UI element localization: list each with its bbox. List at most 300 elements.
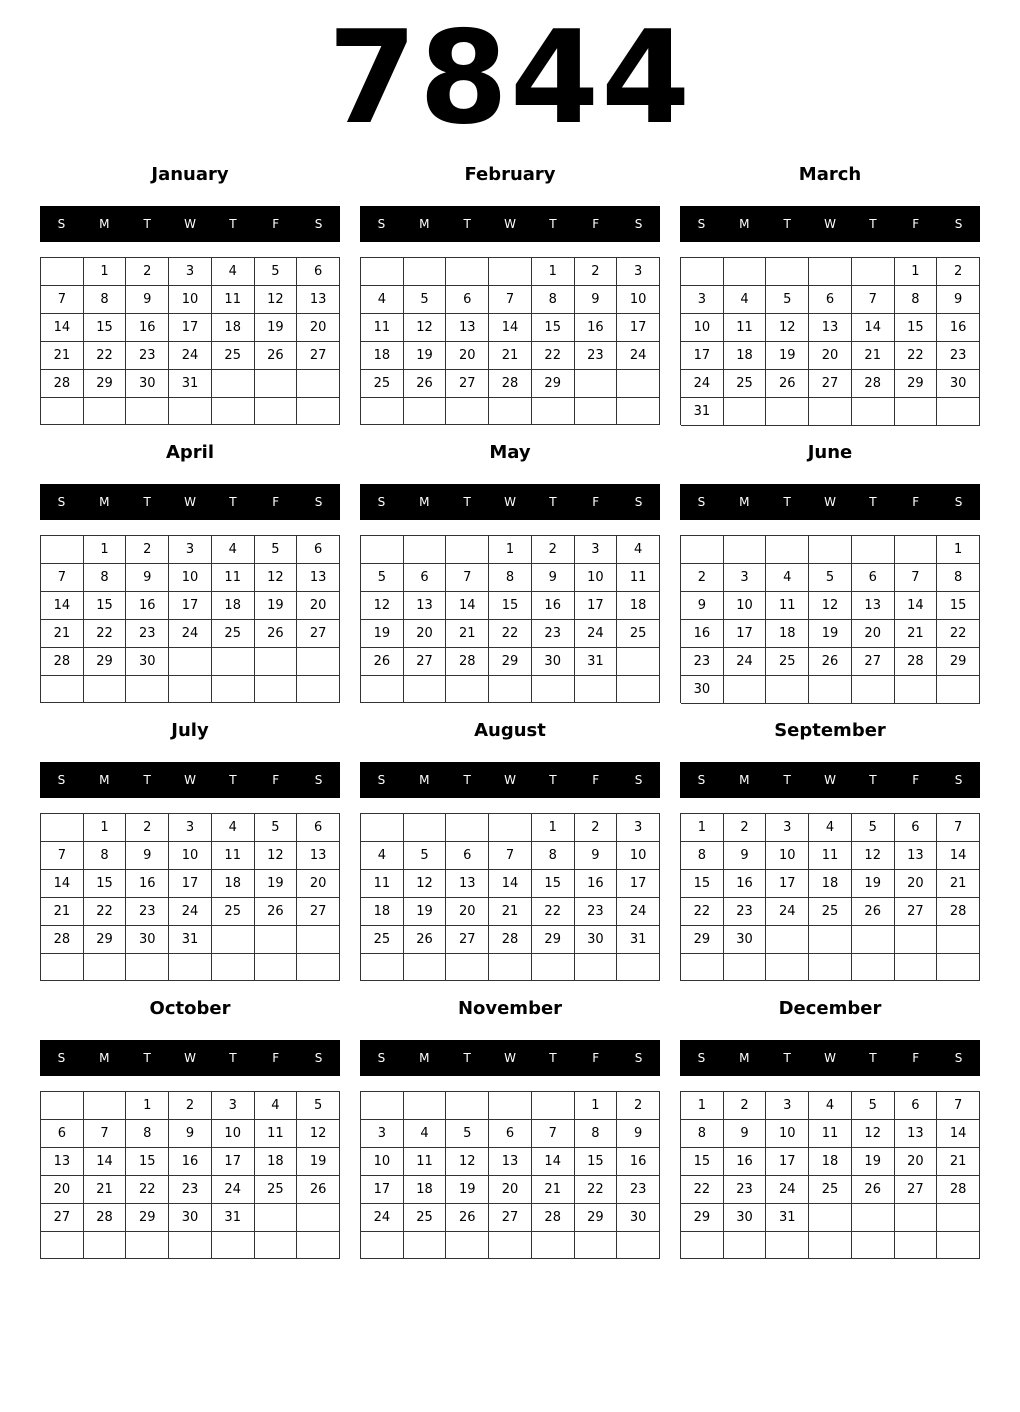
day-cell: 28 (532, 1204, 575, 1232)
weekday-label: T (783, 217, 791, 231)
empty-day-cell (766, 676, 809, 704)
day-cell: 1 (532, 258, 575, 286)
day-cell: 22 (681, 1176, 724, 1204)
weekday-label: T (463, 495, 471, 509)
day-cell: 20 (895, 870, 938, 898)
day-cell: 17 (169, 870, 212, 898)
empty-day-cell (617, 676, 660, 703)
month-june (680, 438, 980, 708)
day-cell: 13 (404, 592, 447, 620)
day-cell: 6 (404, 564, 447, 592)
empty-day-cell (852, 926, 895, 954)
weekday-label: M (99, 1051, 110, 1065)
empty-day-cell (766, 926, 809, 954)
day-cell: 1 (84, 536, 127, 564)
empty-day-cell (681, 1232, 724, 1259)
empty-day-cell (809, 926, 852, 954)
day-cell: 30 (169, 1204, 212, 1232)
day-cell: 10 (169, 564, 212, 592)
weekday-label: T (549, 773, 557, 787)
day-cell: 25 (404, 1204, 447, 1232)
weekday-label: W (504, 217, 516, 231)
month-march (680, 160, 980, 430)
weekday-header (40, 484, 340, 520)
weekday-label: W (184, 217, 196, 231)
day-cell: 3 (766, 814, 809, 842)
weekday-label: S (314, 217, 323, 231)
empty-day-cell (446, 258, 489, 286)
day-cell: 23 (126, 342, 169, 370)
day-cell: 17 (169, 314, 212, 342)
day-cell: 25 (255, 1176, 298, 1204)
empty-day-cell (895, 536, 938, 564)
day-cell: 13 (809, 314, 852, 342)
weekday-label: T (143, 1051, 151, 1065)
weekday-label: T (549, 495, 557, 509)
month-name: August (474, 720, 546, 741)
day-cell: 30 (724, 926, 767, 954)
day-cell: 23 (724, 898, 767, 926)
empty-day-cell (361, 398, 404, 425)
day-cell: 29 (575, 1204, 618, 1232)
day-cell: 24 (617, 898, 660, 926)
empty-day-cell (297, 1204, 340, 1232)
day-cell: 15 (84, 314, 127, 342)
day-cell: 10 (361, 1148, 404, 1176)
day-cell: 2 (575, 258, 618, 286)
day-cell: 11 (809, 842, 852, 870)
day-cell: 24 (212, 1176, 255, 1204)
day-cell: 6 (852, 564, 895, 592)
day-cell: 13 (297, 286, 340, 314)
empty-day-cell (255, 676, 298, 703)
day-cell: 25 (809, 1176, 852, 1204)
empty-day-cell (404, 1092, 447, 1120)
day-cell: 28 (895, 648, 938, 676)
month-name: September (774, 720, 886, 741)
day-cell: 3 (169, 814, 212, 842)
weekday-label: W (184, 1051, 196, 1065)
day-cell: 26 (852, 898, 895, 926)
empty-day-cell (126, 954, 169, 981)
day-cell: 23 (126, 898, 169, 926)
weekday-label: T (463, 773, 471, 787)
day-cell: 29 (489, 648, 532, 676)
empty-day-cell (361, 258, 404, 286)
empty-day-cell (766, 954, 809, 981)
day-cell: 15 (575, 1148, 618, 1176)
month-name: November (457, 998, 563, 1019)
day-cell: 5 (852, 1092, 895, 1120)
day-cell: 14 (937, 1120, 980, 1148)
day-cell: 4 (766, 564, 809, 592)
day-grid (40, 813, 340, 981)
day-grid (40, 535, 340, 703)
empty-day-cell (809, 1204, 852, 1232)
empty-day-cell (617, 1232, 660, 1259)
weekday-label: S (954, 495, 963, 509)
weekday-label: F (592, 495, 600, 509)
weekday-label: S (697, 495, 706, 509)
empty-day-cell (212, 370, 255, 398)
day-cell: 18 (404, 1176, 447, 1204)
day-cell: 9 (575, 842, 618, 870)
weekday-label: S (634, 217, 643, 231)
day-cell: 5 (255, 814, 298, 842)
day-cell: 22 (937, 620, 980, 648)
day-cell: 27 (297, 620, 340, 648)
weekday-header (680, 762, 980, 798)
day-cell: 5 (404, 842, 447, 870)
day-cell: 1 (126, 1092, 169, 1120)
day-cell: 31 (575, 648, 618, 676)
empty-day-cell (404, 398, 447, 425)
day-cell: 13 (446, 870, 489, 898)
day-cell: 12 (255, 842, 298, 870)
empty-day-cell (212, 926, 255, 954)
day-cell: 8 (681, 1120, 724, 1148)
day-cell: 30 (126, 648, 169, 676)
empty-day-cell (41, 954, 84, 981)
day-cell: 22 (84, 620, 127, 648)
day-cell: 30 (532, 648, 575, 676)
day-cell: 16 (724, 870, 767, 898)
weekday-header (680, 484, 980, 520)
empty-day-cell (41, 258, 84, 286)
day-cell: 8 (895, 286, 938, 314)
empty-day-cell (532, 398, 575, 425)
day-cell: 31 (212, 1204, 255, 1232)
day-cell: 13 (895, 1120, 938, 1148)
day-cell: 7 (489, 286, 532, 314)
weekday-header (40, 206, 340, 242)
day-cell: 12 (255, 564, 298, 592)
day-cell: 15 (681, 1148, 724, 1176)
day-cell: 26 (255, 342, 298, 370)
day-cell: 31 (681, 398, 724, 426)
day-cell: 27 (446, 926, 489, 954)
day-cell: 7 (41, 564, 84, 592)
day-cell: 27 (297, 342, 340, 370)
empty-day-cell (895, 676, 938, 704)
day-cell: 25 (617, 620, 660, 648)
day-cell: 4 (212, 536, 255, 564)
day-cell: 28 (937, 1176, 980, 1204)
day-cell: 26 (446, 1204, 489, 1232)
day-cell: 13 (446, 314, 489, 342)
weekday-label: T (143, 217, 151, 231)
empty-day-cell (489, 258, 532, 286)
day-cell: 10 (212, 1120, 255, 1148)
empty-day-cell (404, 954, 447, 981)
day-cell: 21 (489, 898, 532, 926)
empty-day-cell (297, 648, 340, 676)
weekday-label: S (57, 217, 66, 231)
day-grid (680, 813, 980, 981)
day-cell: 7 (489, 842, 532, 870)
day-cell: 29 (126, 1204, 169, 1232)
day-cell: 13 (895, 842, 938, 870)
day-cell: 24 (617, 342, 660, 370)
day-cell: 3 (617, 814, 660, 842)
day-cell: 19 (255, 592, 298, 620)
day-cell: 28 (852, 370, 895, 398)
day-cell: 1 (84, 258, 127, 286)
day-cell: 1 (489, 536, 532, 564)
empty-day-cell (809, 1232, 852, 1259)
day-cell: 21 (446, 620, 489, 648)
weekday-label: F (272, 773, 280, 787)
day-cell: 4 (724, 286, 767, 314)
empty-day-cell (446, 814, 489, 842)
empty-day-cell (212, 648, 255, 676)
day-cell: 6 (895, 1092, 938, 1120)
day-cell: 10 (617, 286, 660, 314)
day-cell: 27 (489, 1204, 532, 1232)
day-cell: 18 (255, 1148, 298, 1176)
day-cell: 29 (681, 1204, 724, 1232)
day-cell: 3 (724, 564, 767, 592)
weekday-label: S (57, 495, 66, 509)
day-cell: 20 (404, 620, 447, 648)
empty-day-cell (297, 954, 340, 981)
day-grid (680, 1091, 980, 1259)
day-cell: 29 (681, 926, 724, 954)
empty-day-cell (255, 1204, 298, 1232)
weekday-label: T (549, 1051, 557, 1065)
day-cell: 2 (575, 814, 618, 842)
day-cell: 30 (126, 926, 169, 954)
weekday-label: M (99, 773, 110, 787)
weekday-label: T (783, 495, 791, 509)
day-cell: 23 (169, 1176, 212, 1204)
day-cell: 6 (446, 842, 489, 870)
day-cell: 3 (766, 1092, 809, 1120)
month-name: June (807, 442, 853, 463)
day-cell: 5 (809, 564, 852, 592)
day-cell: 13 (489, 1148, 532, 1176)
weekday-label: T (463, 217, 471, 231)
empty-day-cell (255, 370, 298, 398)
day-cell: 13 (41, 1148, 84, 1176)
empty-day-cell (575, 676, 618, 703)
day-cell: 28 (41, 648, 84, 676)
empty-day-cell (41, 814, 84, 842)
day-cell: 6 (809, 286, 852, 314)
weekday-label: W (824, 773, 836, 787)
month-name: March (798, 164, 862, 185)
day-cell: 21 (41, 898, 84, 926)
day-cell: 29 (84, 648, 127, 676)
day-cell: 26 (255, 898, 298, 926)
day-cell: 16 (937, 314, 980, 342)
day-cell: 16 (575, 314, 618, 342)
empty-day-cell (126, 676, 169, 703)
day-cell: 22 (84, 342, 127, 370)
day-cell: 12 (446, 1148, 489, 1176)
empty-day-cell (852, 398, 895, 426)
empty-day-cell (41, 1232, 84, 1259)
day-cell: 24 (169, 342, 212, 370)
day-cell: 5 (766, 286, 809, 314)
day-cell: 4 (617, 536, 660, 564)
day-grid (40, 1091, 340, 1259)
month-july (40, 716, 340, 986)
day-cell: 16 (126, 592, 169, 620)
empty-day-cell (724, 258, 767, 286)
day-cell: 15 (84, 870, 127, 898)
day-cell: 28 (489, 926, 532, 954)
day-cell: 21 (937, 1148, 980, 1176)
empty-day-cell (766, 398, 809, 426)
day-cell: 3 (361, 1120, 404, 1148)
weekday-label: W (504, 495, 516, 509)
day-grid (40, 257, 340, 425)
day-cell: 28 (489, 370, 532, 398)
weekday-label: S (377, 217, 386, 231)
day-cell: 10 (724, 592, 767, 620)
day-cell: 4 (809, 1092, 852, 1120)
day-cell: 1 (937, 536, 980, 564)
weekday-label: F (592, 1051, 600, 1065)
day-cell: 20 (297, 314, 340, 342)
day-cell: 7 (41, 286, 84, 314)
day-cell: 1 (84, 814, 127, 842)
empty-day-cell (895, 398, 938, 426)
day-cell: 4 (404, 1120, 447, 1148)
weekday-label: S (954, 217, 963, 231)
day-cell: 24 (575, 620, 618, 648)
day-cell: 27 (895, 898, 938, 926)
empty-day-cell (41, 536, 84, 564)
day-cell: 21 (84, 1176, 127, 1204)
day-cell: 2 (126, 258, 169, 286)
empty-day-cell (255, 926, 298, 954)
day-cell: 12 (297, 1120, 340, 1148)
day-cell: 12 (852, 1120, 895, 1148)
day-cell: 18 (766, 620, 809, 648)
day-cell: 2 (724, 814, 767, 842)
empty-day-cell (41, 1092, 84, 1120)
day-cell: 25 (212, 898, 255, 926)
day-cell: 21 (532, 1176, 575, 1204)
day-cell: 23 (724, 1176, 767, 1204)
day-cell: 23 (937, 342, 980, 370)
weekday-label: S (377, 495, 386, 509)
day-cell: 3 (681, 286, 724, 314)
empty-day-cell (766, 536, 809, 564)
day-cell: 8 (937, 564, 980, 592)
empty-day-cell (852, 258, 895, 286)
day-cell: 12 (255, 286, 298, 314)
day-cell: 31 (766, 1204, 809, 1232)
empty-day-cell (724, 954, 767, 981)
empty-day-cell (937, 954, 980, 981)
day-cell: 17 (766, 1148, 809, 1176)
weekday-label: M (419, 217, 430, 231)
empty-day-cell (41, 398, 84, 425)
day-cell: 12 (809, 592, 852, 620)
day-cell: 16 (724, 1148, 767, 1176)
day-cell: 17 (169, 592, 212, 620)
empty-day-cell (84, 1092, 127, 1120)
day-cell: 17 (681, 342, 724, 370)
day-cell: 5 (404, 286, 447, 314)
empty-day-cell (852, 1204, 895, 1232)
day-cell: 25 (361, 926, 404, 954)
day-cell: 10 (617, 842, 660, 870)
empty-day-cell (724, 398, 767, 426)
weekday-label: M (739, 495, 750, 509)
weekday-label: M (419, 1051, 430, 1065)
day-cell: 2 (169, 1092, 212, 1120)
day-grid (360, 535, 660, 703)
day-cell: 16 (126, 314, 169, 342)
day-cell: 11 (361, 314, 404, 342)
day-cell: 11 (809, 1120, 852, 1148)
weekday-label: F (272, 495, 280, 509)
day-cell: 30 (937, 370, 980, 398)
empty-day-cell (766, 1232, 809, 1259)
empty-day-cell (724, 676, 767, 704)
day-cell: 31 (169, 370, 212, 398)
day-cell: 24 (766, 898, 809, 926)
day-cell: 19 (852, 1148, 895, 1176)
weekday-label: W (184, 773, 196, 787)
weekday-label: S (57, 1051, 66, 1065)
day-cell: 10 (575, 564, 618, 592)
day-cell: 9 (724, 842, 767, 870)
day-cell: 11 (617, 564, 660, 592)
empty-day-cell (489, 1092, 532, 1120)
weekday-label: S (634, 495, 643, 509)
month-name: October (149, 998, 231, 1019)
empty-day-cell (297, 676, 340, 703)
empty-day-cell (852, 954, 895, 981)
day-cell: 29 (937, 648, 980, 676)
day-cell: 21 (852, 342, 895, 370)
weekday-label: F (912, 773, 920, 787)
day-cell: 4 (361, 286, 404, 314)
day-cell: 9 (937, 286, 980, 314)
day-cell: 9 (617, 1120, 660, 1148)
empty-day-cell (852, 676, 895, 704)
empty-day-cell (361, 954, 404, 981)
day-cell: 6 (297, 814, 340, 842)
empty-day-cell (766, 258, 809, 286)
day-cell: 9 (724, 1120, 767, 1148)
weekday-label: F (592, 773, 600, 787)
day-cell: 15 (532, 314, 575, 342)
month-january (40, 160, 340, 430)
empty-day-cell (297, 370, 340, 398)
weekday-label: F (592, 217, 600, 231)
empty-day-cell (212, 954, 255, 981)
day-cell: 29 (532, 926, 575, 954)
month-name: April (165, 442, 215, 463)
day-cell: 26 (852, 1176, 895, 1204)
day-cell: 26 (361, 648, 404, 676)
weekday-header (680, 206, 980, 242)
empty-day-cell (255, 648, 298, 676)
weekday-header (680, 1040, 980, 1076)
weekday-label: T (229, 217, 237, 231)
day-cell: 2 (937, 258, 980, 286)
day-cell: 25 (766, 648, 809, 676)
day-cell: 18 (724, 342, 767, 370)
day-cell: 2 (532, 536, 575, 564)
day-cell: 3 (575, 536, 618, 564)
